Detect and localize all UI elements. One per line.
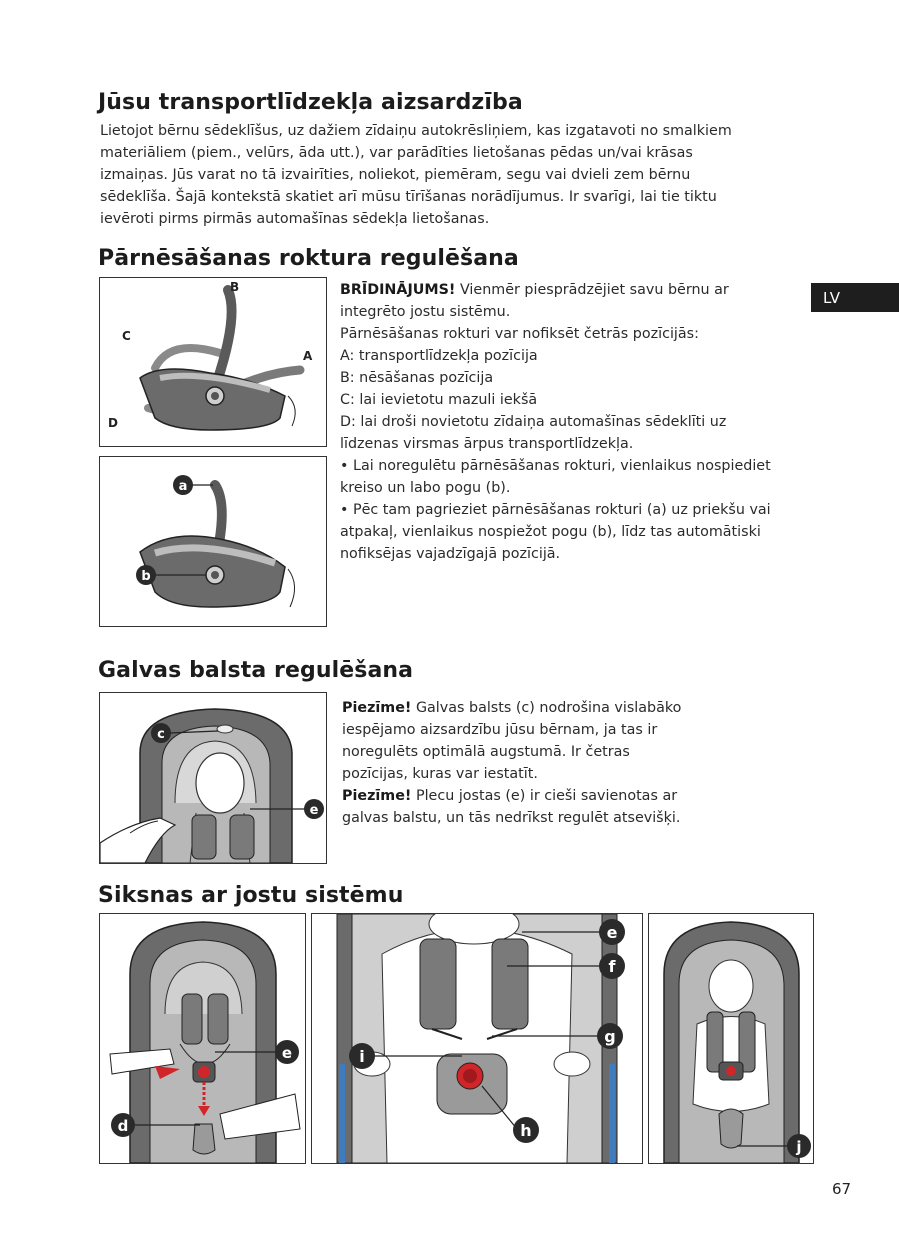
section-title-protection: Jūsu transportlīdzekļa aizsardzība xyxy=(98,90,523,115)
callout-c-label: c xyxy=(157,727,165,742)
handle-line: • Pēc tam pagrieziet pārnēsāšanas rokturi (a) uz priekšu vai xyxy=(340,502,771,518)
headrest-illustration xyxy=(100,693,326,863)
callout-g-label: g xyxy=(604,1027,616,1046)
warning-text: Vienmēr piesprādzējiet savu bērnu ar xyxy=(455,282,729,298)
section-title-handle: Pārnēsāšanas roktura regulēšana xyxy=(98,246,519,271)
note1-text: Galvas balsts (c) nodrošina vislabāko xyxy=(411,700,682,716)
handle-line: D: lai droši novietotu zīdaiņa automašīnas sēdeklīti uz xyxy=(340,414,727,430)
note-line: iespējamo aizsardzību jūsu bērnam, ja tas ir xyxy=(342,722,658,738)
handle-line: • Lai noregulētu pārnēsāšanas rokturi, vienlaikus nospiediet xyxy=(340,458,771,474)
harness-fastened-figure xyxy=(648,913,814,1164)
handle-paragraph xyxy=(340,279,810,565)
headrest-paragraph xyxy=(342,697,812,829)
language-tab: LV xyxy=(811,283,899,312)
note-line xyxy=(342,785,812,807)
handle-positions-illustration xyxy=(100,278,326,446)
note-line: noregulēts optimālā augstumā. Ir četras xyxy=(342,744,630,760)
callout-e-label: e xyxy=(606,923,618,942)
note2-label: Piezīme! xyxy=(342,788,412,804)
handle-line: B: nēsāšanas pozīcija xyxy=(340,370,494,386)
warning-label: BRĪDINĀJUMS! xyxy=(340,282,456,298)
note-line: galvas balstu, un tās nedrīkst regulēt atsevišķi. xyxy=(342,810,681,826)
protection-line: izmaiņas. Jūs varat no tā izvairīties, noliekot, piemēram, segu vai dvieli zem bērnu xyxy=(100,167,691,183)
callout-e-label: e xyxy=(309,803,319,818)
position-label-a: A xyxy=(303,349,313,363)
protection-line: ievēroti pirms pirmās automašīnas sēdekļa lietošanas. xyxy=(100,211,490,227)
handle-line: atpakaļ, vienlaikus nospiežot pogu (b), līdz tas automātiski xyxy=(340,524,761,540)
handle-line: līdzenas virsmas ārpus transportlīdzekļa. xyxy=(340,436,634,452)
callout-a-label: a xyxy=(178,479,188,494)
note1-label: Piezīme! xyxy=(342,700,412,716)
callout-f-label: f xyxy=(608,957,616,976)
harness-overview-illustration xyxy=(312,914,642,1163)
position-label-d: D xyxy=(108,416,118,430)
harness-fastened-illustration xyxy=(649,914,813,1163)
protection-paragraph xyxy=(100,120,820,230)
note2-text: Plecu jostas (e) ir cieši savienotas ar xyxy=(411,788,678,804)
handle-line: integrēto jostu sistēmu. xyxy=(340,304,511,320)
protection-line: materiāliem (piem., velūrs, āda utt.), var parādīties lietošanas pēdas un/vai krāsas xyxy=(100,145,693,161)
headrest-figure xyxy=(99,692,327,864)
page-number: 67 xyxy=(832,1180,852,1198)
section-title-harness: Siksnas ar jostu sistēmu xyxy=(98,883,404,908)
position-label-b: B xyxy=(230,280,240,294)
callout-d-label: d xyxy=(117,1117,129,1135)
callout-b-label: b xyxy=(141,569,151,584)
handle-line: A: transportlīdzekļa pozīcija xyxy=(340,348,538,364)
callout-j-label: j xyxy=(796,1138,802,1156)
note-line: pozīcijas, kuras var iestatīt. xyxy=(342,766,538,782)
protection-line: Lietojot bērnu sēdeklīšus, uz dažiem zīdaiņu autokrēsliņiem, kas izgatavoti no smalkiem xyxy=(100,123,732,139)
handle-positions-figure xyxy=(99,277,327,447)
handle-line: kreiso un labo pogu (b). xyxy=(340,480,511,496)
note-line xyxy=(342,697,812,719)
protection-line: sēdeklīša. Šajā kontekstā skatiet arī mūsu tīrīšanas norādījumus. Ir svarīgi, lai tie tiktu xyxy=(100,189,717,205)
callout-i-label: i xyxy=(359,1047,365,1066)
handle-line: C: lai ievietotu mazuli iekšā xyxy=(340,392,538,408)
handle-line: Pārnēsāšanas rokturi var nofiksēt četrās pozīcijās: xyxy=(340,326,699,342)
harness-buckle-figure xyxy=(99,913,306,1164)
callout-e-label: e xyxy=(281,1044,293,1062)
handle-button-figure xyxy=(99,456,327,627)
section-title-headrest: Galvas balsta regulēšana xyxy=(98,658,414,683)
warning-line xyxy=(340,279,810,301)
position-label-c: C xyxy=(122,329,131,343)
harness-overview-figure xyxy=(311,913,643,1164)
callout-h-label: h xyxy=(520,1121,532,1140)
handle-button-illustration xyxy=(100,457,326,626)
harness-buckle-illustration xyxy=(100,914,305,1163)
handle-line: nofiksējas vajadzīgajā pozīcijā. xyxy=(340,546,561,562)
